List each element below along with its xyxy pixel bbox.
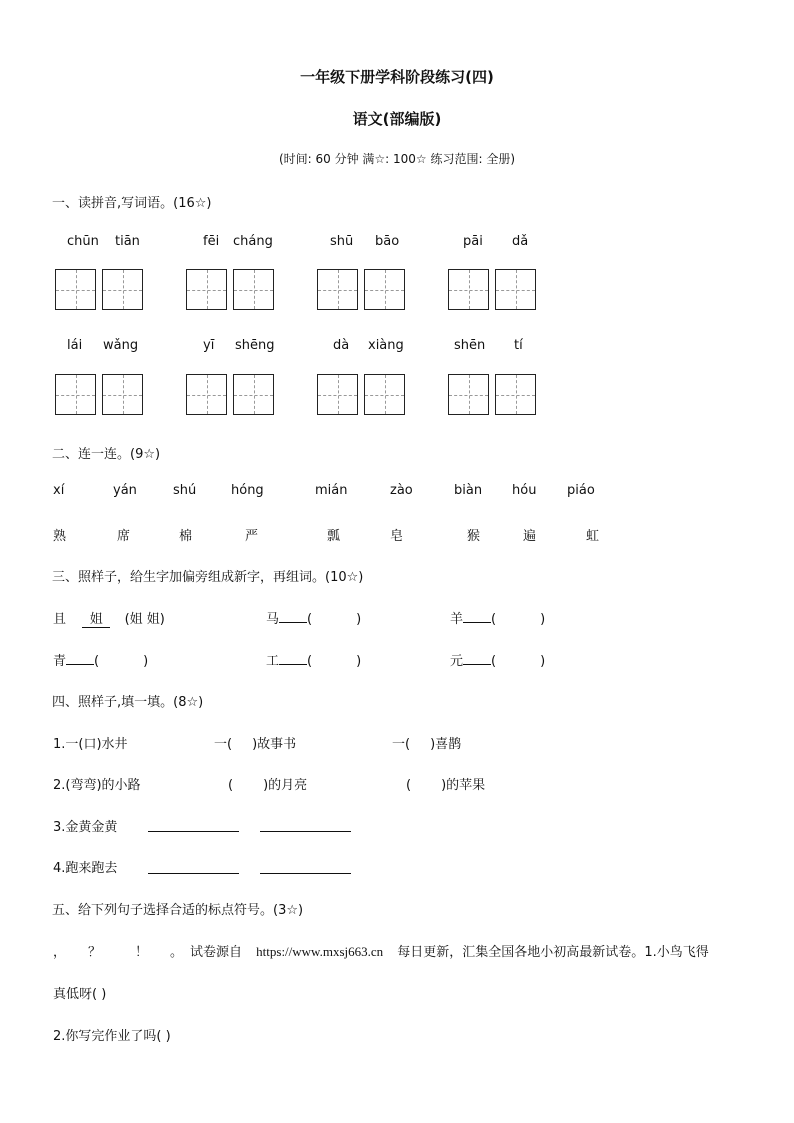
pinyin: xiàng — [368, 338, 404, 353]
match-pinyin[interactable]: zào — [390, 483, 413, 498]
paren-open: ( — [491, 612, 497, 627]
writing-cell[interactable] — [317, 269, 358, 310]
match-char[interactable]: 猴 — [467, 529, 481, 544]
section-2-heading: 二、连一连。(9☆) — [52, 447, 161, 462]
source-notice — [190, 941, 709, 960]
punctuation-mark[interactable]: ， — [53, 945, 67, 960]
pinyin: lái — [67, 338, 83, 353]
pinyin: shū — [330, 234, 354, 249]
paren-close: ) — [143, 654, 149, 669]
punctuation-mark[interactable]: 。 — [170, 945, 184, 960]
radical-base: 羊 — [450, 612, 464, 627]
answer-line[interactable] — [148, 831, 239, 832]
notice-suffix: 每日更新，汇集全国各地小初高最新试卷。 — [397, 945, 645, 960]
punctuation-mark[interactable]: ？ — [88, 945, 102, 960]
example-word: (姐 姐) — [124, 612, 165, 627]
writing-cell[interactable] — [317, 374, 358, 415]
fill-example: 1.一(口)水井 — [53, 737, 128, 752]
radical-blank[interactable] — [279, 622, 307, 623]
pinyin: dà — [333, 338, 350, 353]
writing-cell[interactable] — [364, 269, 405, 310]
question-1-end: 真低呀( ) — [53, 987, 107, 1002]
fill-suffix: )的苹果 — [441, 778, 486, 793]
match-pinyin[interactable]: yán — [113, 483, 137, 498]
pinyin: dǎ — [512, 234, 529, 249]
pinyin: cháng — [233, 234, 273, 249]
radical-blank[interactable] — [66, 664, 94, 665]
match-char[interactable]: 虹 — [586, 529, 600, 544]
pinyin: wǎng — [103, 338, 139, 353]
fill-suffix: )喜鹊 — [430, 737, 462, 752]
writing-cell[interactable] — [55, 374, 96, 415]
writing-cell[interactable] — [186, 269, 227, 310]
match-pinyin[interactable]: piáo — [567, 483, 595, 498]
writing-cell[interactable] — [102, 269, 143, 310]
answer-line[interactable] — [148, 873, 239, 874]
pinyin: pāi — [463, 234, 483, 249]
writing-cell[interactable] — [186, 374, 227, 415]
fill-prefix: 一( — [214, 737, 233, 752]
source-url[interactable]: https://www.mxsj663.cn — [256, 944, 384, 959]
section-1-heading: 一、读拼音,写词语。(16☆) — [52, 196, 212, 211]
writing-grid — [448, 269, 536, 310]
writing-grid — [317, 374, 405, 415]
paren-open: ( — [307, 612, 313, 627]
pinyin: chūn — [67, 234, 99, 249]
fill-item — [214, 733, 296, 752]
fill-prefix: 一( — [392, 737, 411, 752]
writing-grid — [55, 374, 143, 415]
match-char[interactable]: 皂 — [390, 529, 404, 544]
match-pinyin[interactable]: biàn — [454, 483, 483, 498]
writing-cell[interactable] — [495, 374, 536, 415]
fill-example: 4.跑来跑去 — [53, 861, 118, 876]
radical-base: 青 — [53, 654, 67, 669]
writing-grid — [186, 269, 274, 310]
answer-line[interactable] — [260, 873, 351, 874]
fill-suffix: )的月亮 — [263, 778, 308, 793]
writing-cell[interactable] — [364, 374, 405, 415]
radical-base: 元 — [450, 654, 464, 669]
paren-open: ( — [491, 654, 497, 669]
match-pinyin[interactable]: mián — [315, 483, 348, 498]
writing-cell[interactable] — [233, 269, 274, 310]
match-char[interactable]: 瓢 — [327, 529, 341, 544]
match-char[interactable]: 席 — [117, 529, 131, 544]
pinyin: tiān — [115, 234, 140, 249]
writing-grid — [55, 269, 143, 310]
fill-prefix: ( — [406, 778, 412, 793]
radical-item — [450, 650, 545, 669]
match-pinyin[interactable]: shú — [173, 483, 197, 498]
radical-blank[interactable] — [279, 664, 307, 665]
paren-open: ( — [94, 654, 100, 669]
radical-item — [266, 608, 361, 627]
writing-cell[interactable] — [448, 269, 489, 310]
pinyin: shēng — [235, 338, 275, 353]
section-3-heading: 三、照样子，给生字加偏旁组成新字，再组词。(10☆) — [52, 570, 364, 585]
example-base: 且 — [53, 612, 67, 627]
match-char[interactable]: 棉 — [179, 529, 193, 544]
match-pinyin[interactable]: hóng — [231, 483, 264, 498]
radical-blank[interactable] — [463, 622, 491, 623]
writing-cell[interactable] — [233, 374, 274, 415]
fill-example: 2.(弯弯)的小路 — [53, 778, 141, 793]
example-answer — [82, 608, 110, 628]
exam-meta: (时间: 60 分钟 满☆: 100☆ 练习范围: 全册) — [278, 152, 516, 166]
fill-suffix: )故事书 — [252, 737, 297, 752]
paren-open: ( — [307, 654, 313, 669]
question-2: 2.你写完作业了吗( ) — [53, 1029, 171, 1044]
radical-base: 工 — [266, 654, 280, 669]
pinyin: yī — [203, 338, 215, 353]
writing-cell[interactable] — [495, 269, 536, 310]
match-char[interactable]: 遍 — [523, 529, 537, 544]
fill-item — [228, 774, 307, 793]
match-pinyin[interactable]: hóu — [512, 483, 537, 498]
pinyin: bāo — [375, 234, 400, 249]
radical-item — [266, 650, 361, 669]
paren-close: ) — [356, 612, 362, 627]
page-subtitle: 语文(部编版) — [352, 110, 442, 128]
pinyin: fēi — [203, 234, 220, 249]
fill-item — [406, 774, 485, 793]
writing-grid — [448, 374, 536, 415]
writing-grid — [186, 374, 274, 415]
match-pinyin[interactable]: xí — [53, 483, 65, 498]
answer-line[interactable] — [260, 831, 351, 832]
paren-close: ) — [356, 654, 362, 669]
writing-cell[interactable] — [448, 374, 489, 415]
notice-prefix: 试卷源自 — [190, 945, 243, 960]
pinyin: shēn — [454, 338, 486, 353]
match-char[interactable]: 熟 — [53, 529, 67, 544]
paren-close: ) — [540, 612, 546, 627]
example-answer-text: 姐 — [89, 612, 103, 627]
fill-example: 3.金黄金黄 — [53, 820, 118, 835]
paren-close: ) — [540, 654, 546, 669]
radical-item — [53, 650, 148, 669]
punctuation-mark[interactable]: ！ — [135, 945, 149, 960]
fill-item — [392, 733, 461, 752]
radical-base: 马 — [266, 612, 280, 627]
pinyin: tí — [514, 338, 523, 353]
fill-prefix: ( — [228, 778, 234, 793]
page-title: 一年级下册学科阶段练习(四) — [300, 68, 494, 86]
writing-cell[interactable] — [55, 269, 96, 310]
section-5-heading: 五、给下列句子选择合适的标点符号。(3☆) — [52, 903, 304, 918]
match-char[interactable]: 严 — [245, 529, 259, 544]
radical-blank[interactable] — [463, 664, 491, 665]
writing-cell[interactable] — [102, 374, 143, 415]
section-4-heading: 四、照样子,填一填。(8☆) — [52, 695, 204, 710]
radical-item — [450, 608, 545, 627]
example-item — [53, 608, 165, 628]
question-1-start: 1.小鸟飞得 — [644, 945, 709, 960]
writing-grid — [317, 269, 405, 310]
